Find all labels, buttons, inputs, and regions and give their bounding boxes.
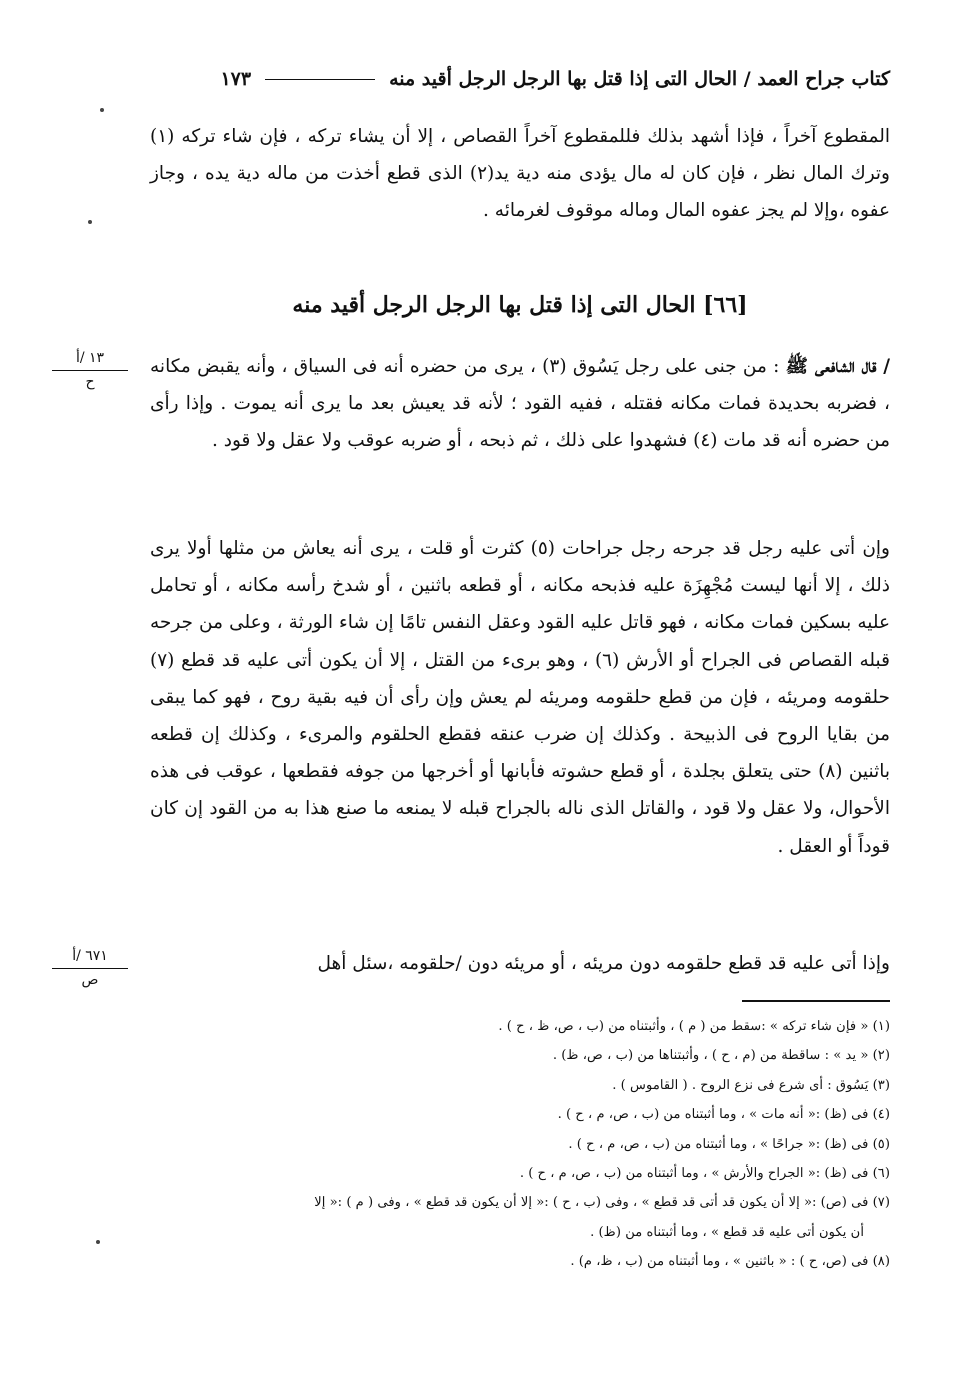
footnotes	[140, 1012, 890, 1277]
section-paragraph-3: وإذا أتى عليه قد قطع حلقومه دون مريئه ، أو مريئه دون /حلقومه ،سئل أهل	[317, 953, 890, 974]
section-paragraph-2: وإن أتى عليه رجل قد جرحه رجل جراحات (٥) كثرت أو قلت ، يرى أنه يعاش من مثلها أولا يرى ذلك ، إلا أنها ليست مُجْهِزَة عليه فذبحه مكانه ، أو قطعه باثنين ، أو شدخ رأسه مكانه ، أو تحامل عليه بسكين فمات مكانه ، فهو قاتل عليه القود وعقل النفس تامًا إن شاء الورثة ، وعلى من جرحه قبله القصاص فى الجراح أو الأرش (٦) ، وهو برىء من القتل ، إلا أن يكون أتى عليه قد قطع (٧) حلقومه ومريئه ، فإن من قطع حلقومه ومريئه لم يعش وإن رأى أن فيه بقية روح ، فهو كما يبقى من بقايا الروح فى الذبيحة . وكذلك إن ضرب عنقه فقطع الحلقوم والمرىء ، وكذلك إن قطعه باثنين (٨) حتى يتعلق بجلدة ، أو قطع حشوته فأبانها أو أخرجها من جوفه فقطعها ، عوقب فى هذه الأحوال، ولا عقل ولا قود ، والقاتل الذى ناله بالجراح قبله لا يمنعه ما صنع هذا به من القود إن كان قوداً أو العقل .	[150, 538, 890, 857]
footnote-8: (٨) فى (ص، ح ) : « باثنين » ، وما أثبتناه من (ب ، ظ، م) .	[570, 1254, 890, 1270]
margin-note-folio: ٦٧١ /أ	[52, 945, 128, 969]
footnote-3: (٣) يَسُوق : أى شرع فى نزع الروح . ( القاموس ) .	[612, 1077, 890, 1093]
footnote-7: (٧) فى (ص) :« إلا أن يكون قد أتى قد قطع » ، وفى (ب ، ح ) :« إلا أن يكون قد قطع » ، وفى ( م ) :« إلا	[314, 1195, 890, 1211]
footnote-5: (٥) فى (ظ) :« جراحًا » ، وما أثبتناه من (ب ، ص، م ، ح ) .	[568, 1136, 890, 1152]
footnote-7-continued: أن يكون أتى عليه قد قطع » ، وما أثبتناه من (ظ) .	[590, 1224, 864, 1240]
running-head	[150, 62, 890, 96]
footnote-1: (١) « فإن شاء تركه » :سقط من ( م ) ، وأثبتناه من (ب ، ص، ظ ، ح ) .	[498, 1019, 890, 1034]
scan-speck	[96, 1240, 100, 1244]
margin-note-ms-s	[52, 945, 128, 991]
intro-paragraph: المقطوع آخراً ، فإذا أشهد بذلك فللمقطوع آخراً القصاص ، إلا أن يشاء تركه ، فإن شاء تركه (١) وترك المال نظر ، فإن كان له مال يؤدى منه دية يد(٢) الذى قطع أخذت من ماله دية يده ، وجاز عفوه ،وإلا لم يجز عفوه المال وماله موقوف لغرمائه .	[150, 126, 890, 222]
page-number: ١٧٣	[220, 68, 252, 90]
running-head-title: كتاب جراح العمد / الحال التى إذا قتل بها الرجل الرجل أقيد منه	[389, 68, 890, 90]
footnote-4: (٤) فى (ظ) :« أنه مات » ، وما أثبتناه من (ب ، ص، م ، ح ) .	[557, 1107, 890, 1123]
footnote-2: (٢) « يد » : ساقطة من (م ، ح ) ، وأثبتناها من (ب ، ص، ظ) .	[552, 1048, 890, 1064]
running-head-rule	[265, 79, 375, 80]
footnote-6: (٦) فى (ظ) :« الجراح والأرش » ، وما أثبتناه من (ب ، ص، م ، ح ) .	[519, 1166, 890, 1182]
margin-note-siglum: ص	[81, 972, 99, 988]
scan-speck	[88, 220, 92, 224]
margin-note-siglum: ح	[85, 374, 95, 390]
speaker-label: / قال الشافعى ﷺ	[785, 356, 890, 377]
margin-note-ms-h	[52, 347, 128, 393]
footnote-separator	[742, 1000, 890, 1002]
margin-note-folio: ١٣ /أ	[52, 347, 128, 371]
section-paragraph-1	[150, 348, 890, 460]
section-heading: [٦٦] الحال التى إذا قتل بها الرجل الرجل أقيد منه	[292, 292, 748, 318]
paragraph-1-text: : من جنى على رجل يَسُوق (٣) ، يرى من حضره أنه فى السياق ، وأنه يقبض مكانه ، فضربه بحديدة فمات مكانه فقتله ، ففيه القود ؛ لأنه قد يعيش بعد ما يرى أنه يموت . وإذا رأى من حضره أنه قد مات (٤) فشهدوا على ذلك ، ثم ذبحه ، أو ضربه عوقب ولا عقل ولا قود .	[150, 356, 890, 452]
scan-speck	[100, 108, 104, 112]
